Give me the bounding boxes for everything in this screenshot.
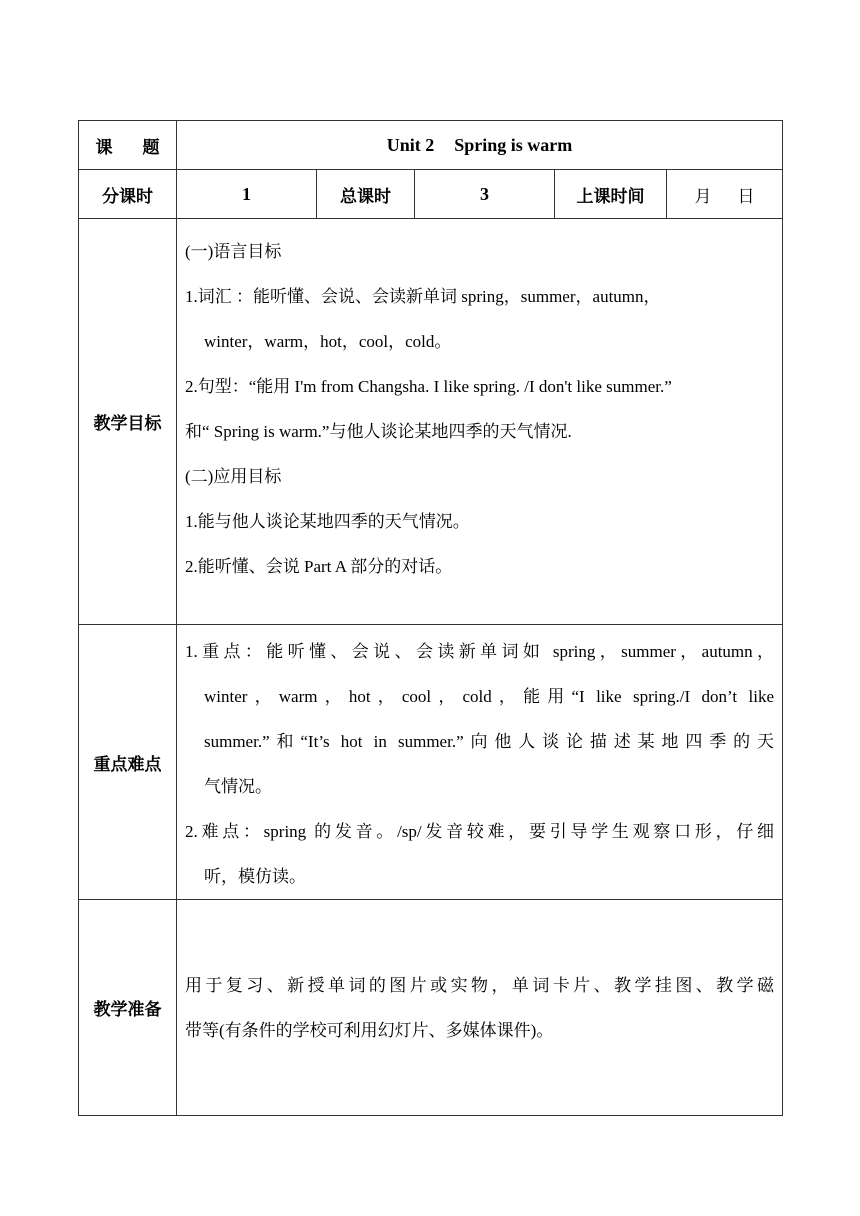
goals-line: winter，warm，hot，cool，cold。 bbox=[204, 332, 452, 351]
goals-line: (二)应用目标 bbox=[185, 467, 282, 486]
day-label: 日 bbox=[737, 186, 755, 207]
preparation-content bbox=[177, 900, 783, 1116]
total-periods-label: 总课时 bbox=[317, 170, 415, 219]
month-label: 月 bbox=[694, 186, 712, 207]
lesson-unit: Unit 2 bbox=[386, 134, 435, 155]
key-points-line: 1.重点：能听懂、会说、会读新单词如 spring，summer，autumn， bbox=[185, 642, 775, 661]
goals-row bbox=[79, 219, 783, 625]
goals-line: 2.句型：“能用 I'm from Changsha. I like spring. /I don't like summer.” bbox=[185, 377, 672, 396]
title-row bbox=[79, 121, 783, 170]
class-date-cell bbox=[667, 170, 783, 219]
key-points-row bbox=[79, 625, 783, 900]
lesson-title-cell bbox=[177, 121, 783, 170]
key-points-line: 气情况。 bbox=[204, 777, 272, 796]
goals-line: 2.能听懂、会说 Part A 部分的对话。 bbox=[185, 557, 453, 576]
goals-line: 和“ Spring is warm.”与他人谈论某地四季的天气情况. bbox=[185, 422, 572, 441]
key-points-label: 重点难点 bbox=[79, 625, 177, 900]
preparation-line: 带等(有条件的学校可利用幻灯片、多媒体课件)。 bbox=[185, 1020, 554, 1040]
goals-line: (一)语言目标 bbox=[185, 242, 282, 261]
lesson-plan-table bbox=[78, 120, 783, 1116]
goals-label: 教学目标 bbox=[79, 219, 177, 625]
goals-content bbox=[177, 219, 783, 625]
preparation-label: 教学准备 bbox=[79, 900, 177, 1116]
key-points-content bbox=[177, 625, 783, 900]
goals-line: 1.能与他人谈论某地四季的天气情况。 bbox=[185, 512, 470, 531]
preparation-row bbox=[79, 900, 783, 1116]
topic-label: 课题 bbox=[95, 137, 190, 158]
key-points-line: 2.难点：spring 的发音。/sp/发音较难，要引导学生观察口形，仔细 bbox=[185, 822, 775, 841]
topic-label-cell bbox=[79, 121, 190, 170]
key-points-line: 听，模仿读。 bbox=[204, 867, 306, 886]
key-points-line: winter，warm，hot，cool，cold，能用“I like spring./I don’t like bbox=[204, 687, 775, 706]
period-row bbox=[79, 170, 783, 219]
goals-line: 1.词汇 ：能听懂、会说、会读新单词 spring，summer，autumn， bbox=[185, 287, 661, 306]
class-time-label: 上课时间 bbox=[555, 170, 667, 219]
lesson-title: Spring is warm bbox=[454, 134, 573, 155]
total-periods-value: 3 bbox=[415, 170, 555, 219]
period-label: 分课时 bbox=[79, 170, 177, 219]
preparation-line: 用于复习、新授单词的图片或实物，单词卡片、教学挂图、教学磁 bbox=[185, 975, 775, 995]
period-value: 1 bbox=[177, 170, 317, 219]
key-points-line: summer.”和“It’s hot in summer.”向他人谈论描述某地四季的天 bbox=[204, 732, 775, 751]
